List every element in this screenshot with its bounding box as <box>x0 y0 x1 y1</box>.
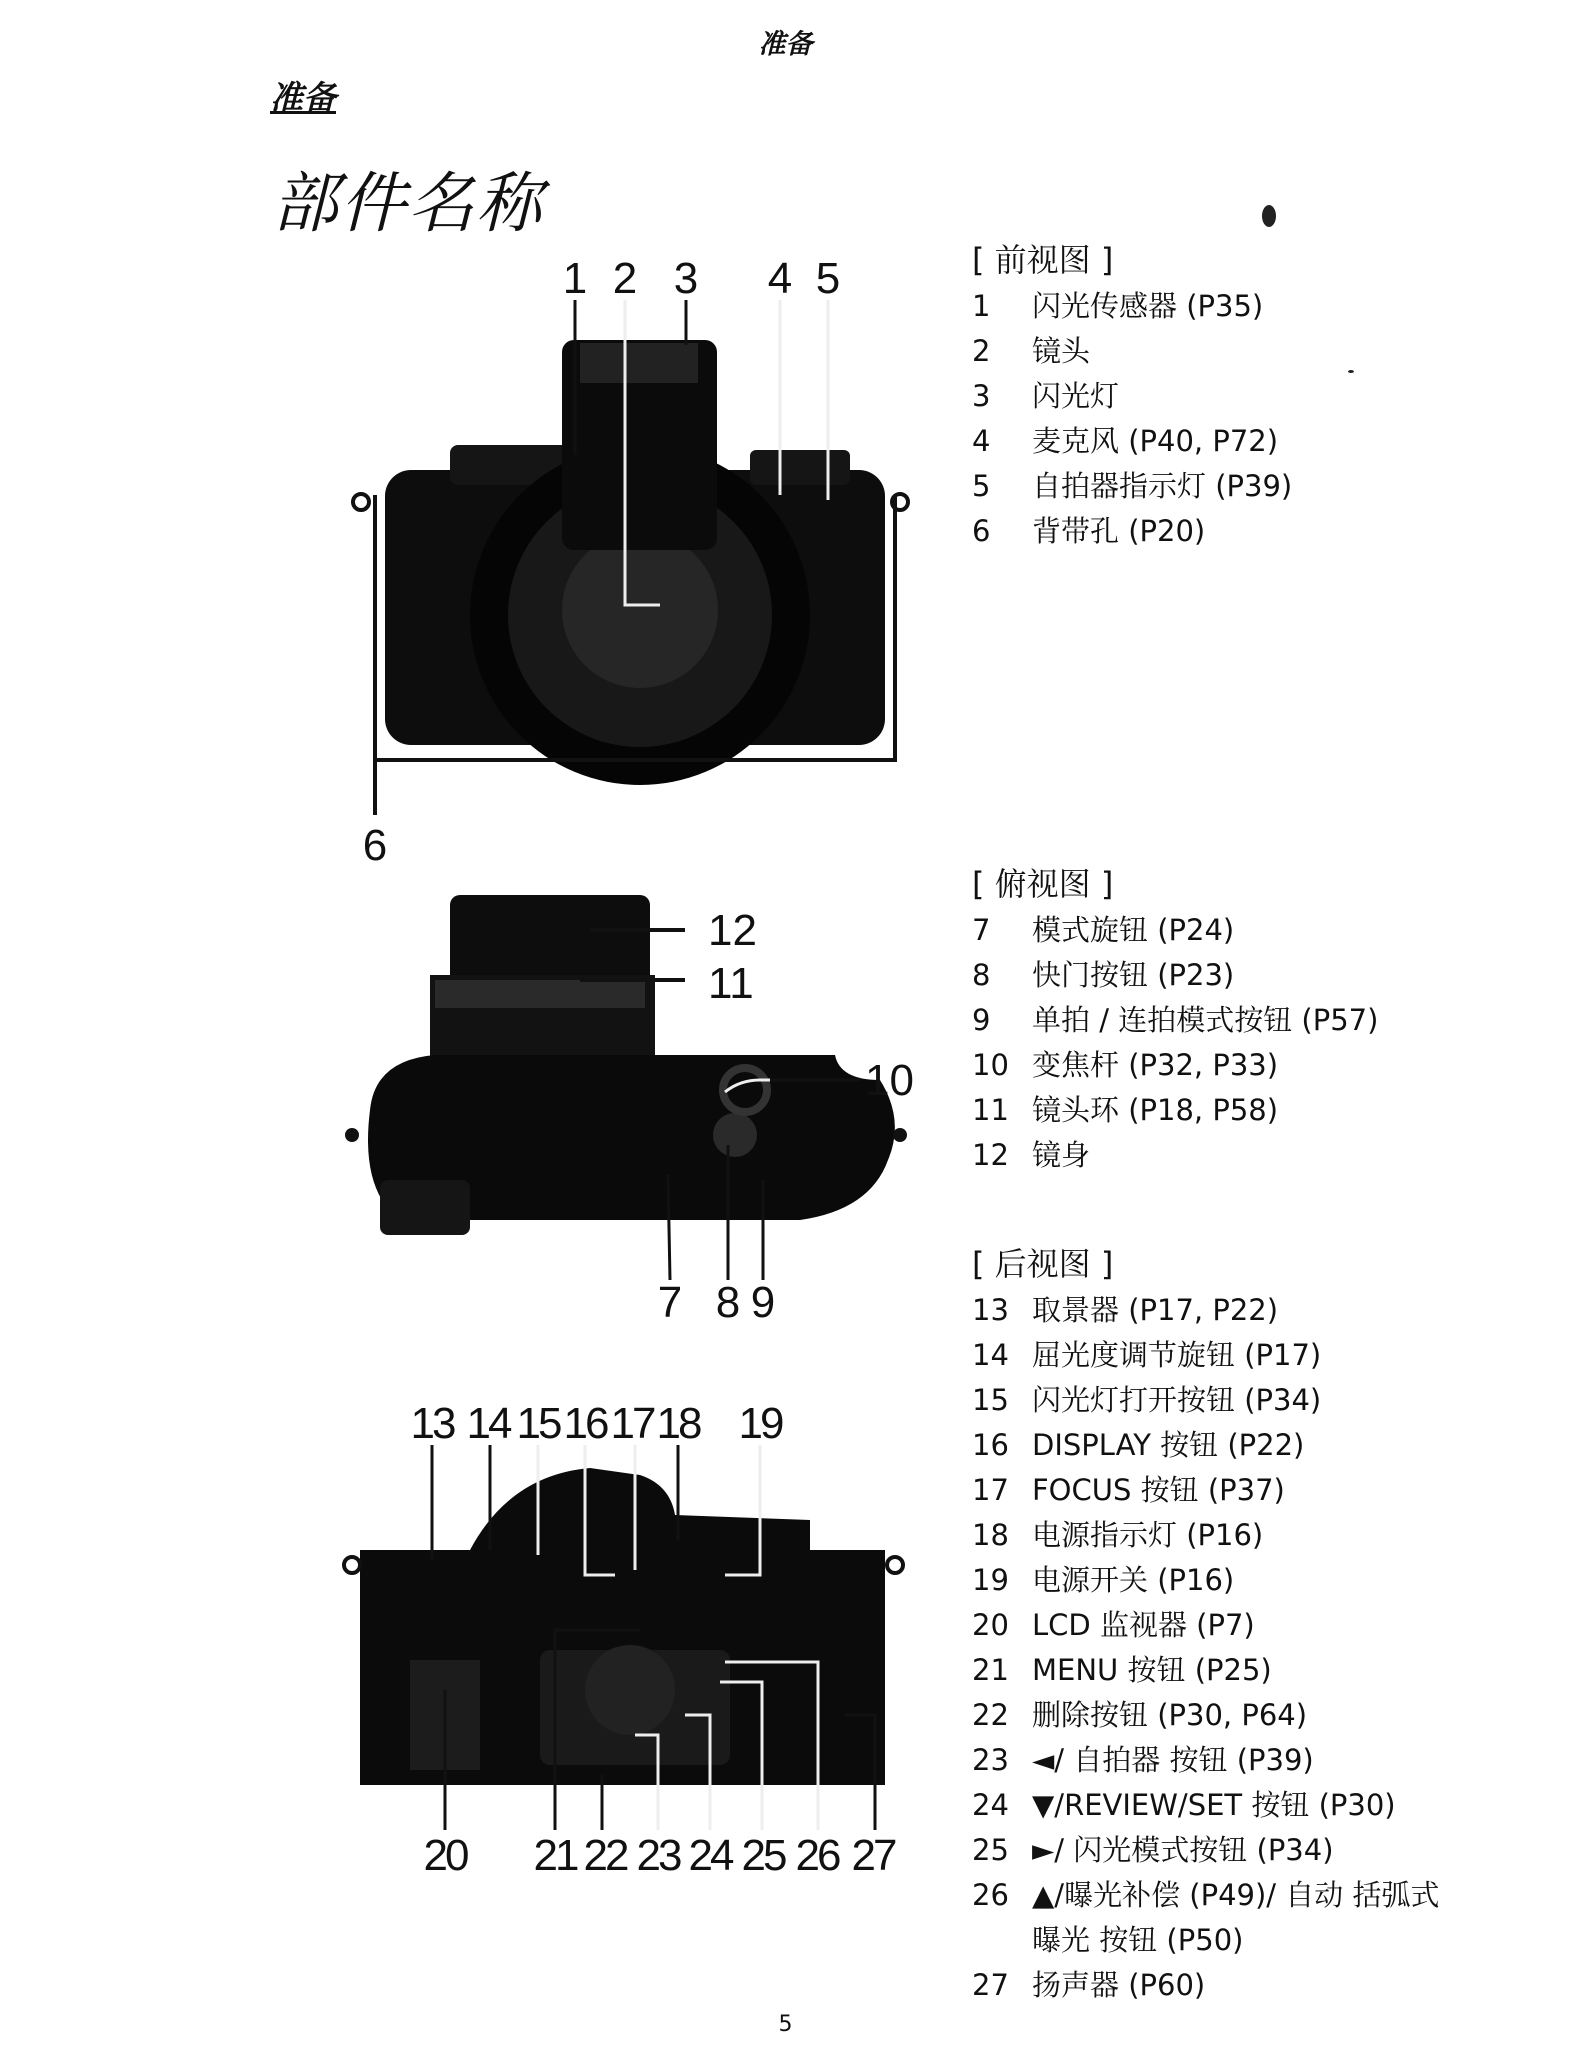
front-callout-1: 1 <box>562 255 588 303</box>
list-item: 8 快门按钮 (P23) <box>972 958 1235 992</box>
list-item: 12 镜身 <box>972 1138 1091 1172</box>
list-item: 10 变焦杆 (P32, P33) <box>972 1048 1279 1082</box>
list-item: 24 ▼/REVIEW/SET 按钮 (P30) <box>972 1788 1396 1822</box>
front-callout-2: 2 <box>612 255 638 303</box>
rear-callout-19: 19 <box>738 1399 782 1448</box>
rear-callout-26: 26 <box>795 1831 839 1880</box>
list-item: 15 闪光灯打开按钮 (P34) <box>972 1383 1322 1417</box>
top-view-heading: [ 俯视图 ] <box>972 865 1114 903</box>
top-callout-11: 11 <box>708 959 754 1008</box>
list-item: 26 ▲/曝光补偿 (P49)/ 自动 括弧式 <box>972 1878 1440 1912</box>
rear-callout-14: 14 <box>466 1399 510 1448</box>
list-item: 14 屈光度调节旋钮 (P17) <box>972 1338 1322 1372</box>
rear-callout-17: 17 <box>610 1399 654 1448</box>
list-item: 22 删除按钮 (P30, P64) <box>972 1698 1308 1732</box>
camera-rear-illustration <box>340 1390 930 1890</box>
list-item: 27 扬声器 (P60) <box>972 1968 1206 2002</box>
list-item: 2 镜头 <box>972 334 1091 368</box>
rear-callout-25: 25 <box>741 1831 785 1880</box>
list-item: 25 ►/ 闪光模式按钮 (P34) <box>972 1833 1334 1867</box>
list-item: 17 FOCUS 按钮 (P37) <box>972 1473 1285 1507</box>
list-item: 18 电源指示灯 (P16) <box>972 1518 1264 1552</box>
rear-callout-27: 27 <box>851 1831 895 1880</box>
list-item: 5 自拍器指示灯 (P39) <box>972 469 1293 503</box>
rear-view-heading: [ 后视图 ] <box>972 1245 1114 1283</box>
top-callout-7: 7 <box>657 1278 683 1320</box>
list-item: 13 取景器 (P17, P22) <box>972 1293 1279 1327</box>
rear-callout-20: 20 <box>423 1831 467 1880</box>
camera-top-illustration <box>340 880 930 1320</box>
front-callout-6: 6 <box>362 821 388 870</box>
list-item: 20 LCD 监视器 (P7) <box>972 1608 1255 1642</box>
section-tag: 准备 <box>270 78 336 117</box>
rear-callout-13: 13 <box>410 1399 454 1448</box>
list-item: 9 单拍 / 连拍模式按钮 (P57) <box>972 1003 1379 1037</box>
list-item: 1 闪光传感器 (P35) <box>972 289 1264 323</box>
list-item: 7 模式旋钮 (P24) <box>972 913 1235 947</box>
list-item: 3 闪光灯 <box>972 379 1120 413</box>
front-callout-4: 4 <box>767 255 793 303</box>
page-title: 部件名称 <box>272 165 544 242</box>
rear-view-legend <box>972 1242 1532 2008</box>
top-callout-10: 10 <box>865 1056 914 1105</box>
rear-callout-22: 22 <box>583 1831 627 1880</box>
rear-callout-18: 18 <box>656 1399 700 1448</box>
list-item: 11 镜头环 (P18, P58) <box>972 1093 1279 1127</box>
rear-callout-24: 24 <box>688 1831 732 1880</box>
list-item: 6 背带孔 (P20) <box>972 514 1206 548</box>
running-header: 准备 <box>758 29 813 60</box>
scan-speck <box>1348 370 1354 373</box>
camera-front-illustration <box>340 255 930 875</box>
front-callout-5: 5 <box>815 255 841 303</box>
rear-callout-15: 15 <box>516 1399 560 1448</box>
scan-speck <box>1262 205 1276 227</box>
rear-callout-23: 23 <box>636 1831 680 1880</box>
top-view-legend <box>972 862 1532 1178</box>
list-item: 16 DISPLAY 按钮 (P22) <box>972 1428 1305 1462</box>
top-callout-8: 8 <box>715 1278 741 1320</box>
list-item: 19 电源开关 (P16) <box>972 1563 1235 1597</box>
front-callout-3: 3 <box>673 255 699 303</box>
page-number: 5 <box>778 2012 793 2037</box>
list-item: 曝光 按钮 (P50) <box>1032 1923 1244 1957</box>
list-item: 21 MENU 按钮 (P25) <box>972 1653 1272 1687</box>
top-callout-12: 12 <box>708 906 757 955</box>
list-item: 4 麦克风 (P40, P72) <box>972 424 1279 458</box>
list-item: 23 ◄/ 自拍器 按钮 (P39) <box>972 1743 1314 1777</box>
front-view-heading: [ 前视图 ] <box>972 241 1114 279</box>
top-callout-9: 9 <box>750 1278 776 1320</box>
rear-callout-21: 21 <box>533 1831 577 1880</box>
front-view-legend <box>972 238 1532 554</box>
rear-callout-16: 16 <box>563 1399 607 1448</box>
